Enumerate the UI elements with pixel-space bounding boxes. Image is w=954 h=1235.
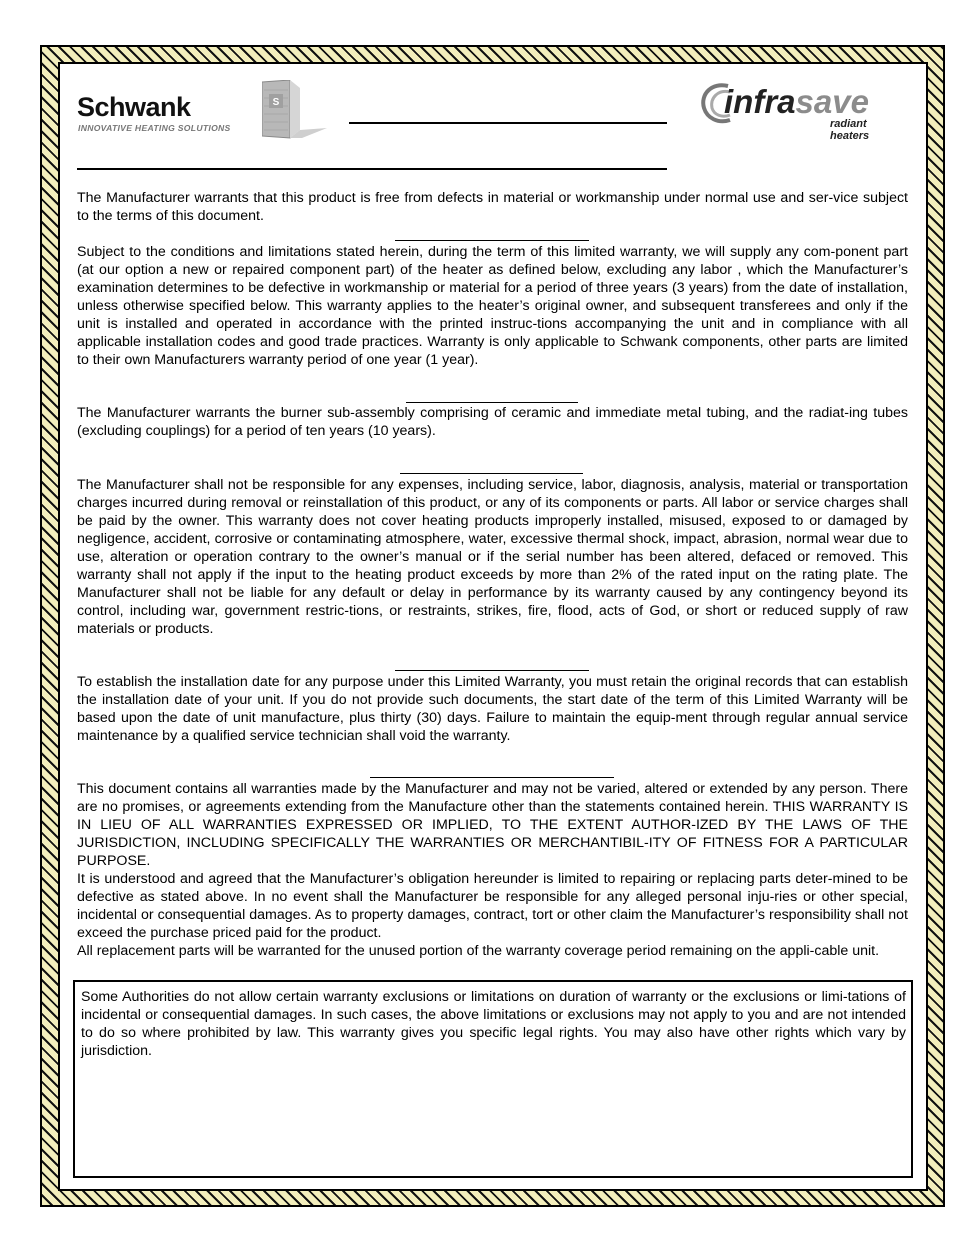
heading-line-entire	[370, 777, 614, 778]
schwank-wordmark: Schwank	[77, 92, 191, 122]
general-warranty-paragraph: Subject to the conditions and limitations stated herein, during the term of this limited warranty, we will supply any com-ponent part (at our option a new or repaired component part) of the heater as defined below, excluding any labor , which the Manufacturer’s examination determines to be defective in workmanship or material for a period of three years (3 years) from the date of installation, unless otherwise specified below. This warranty applies to the heater’s original owner, and subsequent transferees and only if the unit is installed and operated in accordance with the printed instruc-tions accompanying the unit and in compliance with all applicable installation codes and good trade practices. Warranty is only applicable to Schwank components, other parts are limited to their own Manufacturers warranty period of one year (1 year).	[77, 244, 908, 368]
infrasave-wordmark-part1: infra	[724, 83, 796, 120]
replacement-parts-paragraph: All replacement parts will be warranted for the unused portion of the warranty coverage period remaining on the appli-cable unit.	[77, 943, 880, 959]
schwank-logo	[77, 80, 337, 140]
burner-warranty-paragraph: The Manufacturer warrants the burner sub-assembly comprising of ceramic and immediate metal tubing, and the radiat-ing tubes (excluding couplings) for a period of ten years (10 years).	[77, 405, 908, 439]
infrasave-wordmark	[724, 83, 869, 121]
infrasave-wordmark-part2: save	[795, 83, 869, 120]
heading-line-burner	[406, 402, 578, 403]
entire-agreement-section	[77, 780, 908, 960]
subtitle-line	[77, 168, 667, 170]
heading-line-general	[395, 240, 589, 241]
exclusions-paragraph: The Manufacturer shall not be responsible for any expenses, including service, labor, diagnosis, analysis, material or transportation charges incurred during removal or reinstallation of this product, or any of its components or parts. All labor or service charges shall be paid by the owner. This warranty does not cover heating products improperly installed, misused, exposed to or damaged by negligence, accident, corrosive or contaminating atmosphere, water, excessive thermal shock, impact, abrasion, normal wear due to use, alteration or operation contrary to the owner’s manual or if the serial number has been altered, defaced or removed. This warranty shall not apply if the input to the heating product exceeds by more than 2% of the rated input on the rating plate. The Manufacturer shall not be liable for any default or delay in performance by its warranty caused by any contingency beyond its control, including war, government restric-tions, or restraints, strikes, fire, flood, acts of God, or short or reduced supply of raw materials or products.	[77, 477, 908, 637]
heading-line-installation	[395, 670, 589, 671]
schwank-tagline: INNOVATIVE HEATING SOLUTIONS	[78, 123, 231, 133]
infrasave-logo	[698, 78, 903, 142]
title-line	[349, 122, 667, 124]
installation-date-paragraph: To establish the installation date for any purpose under this Limited Warranty, you must retain the original records that can establish the installation date of your unit. If you do not provide such documents, the start date of the term of this Limited Warranty will be based upon the date of unit manufacture, plus thirty (30) days. Failure to maintain the equip-ment through regular annual service maintenance by a qualified service technician shall void the warranty.	[77, 674, 908, 744]
obligation-paragraph: It is understood and agreed that the Manufacturer’s obligation hereunder is limited to repairing or replacing parts deter-mined to be defective as stated above. In no event shall the Manufacturer be responsible for any alleged personal inju-ries or other special, incidental or consequential damages. As to property damages, contract, tort or other claim the Manufacturer’s responsibility shall not exceed the purchase priced paid for the product.	[77, 871, 908, 941]
warranty-intro-paragraph: The Manufacturer warrants that this product is free from defects in material or workmanship under normal use and ser-vice subject to the terms of this document.	[77, 190, 908, 224]
schwank-emblem-icon	[262, 80, 332, 140]
legal-notice-box	[73, 980, 913, 1178]
infrasave-tagline: radiant heaters	[830, 118, 870, 142]
schwank-emblem-letter: S	[272, 97, 280, 108]
entire-agreement-paragraph: This document contains all warranties made by the Manufacturer and may not be varied, altered or extended by any person. There are no promises, or agreements extending from the Manufacture other than the statements contained herein. THIS WARRANTY IS IN LIEU OF ALL WARRANTIES EXPRESSED OR IMPLIED, TO THE EXTENT AUTHOR-IZED BY THE LAWS OF THE JURISDICTION, INCLUDING SPECIFICALLY THE WARRANTIES OR MERCHANTIBIL-ITY OF FITNESS FOR A PARTICULAR PURPOSE.	[77, 781, 908, 869]
heading-line-exclusions	[400, 473, 583, 474]
legal-notice-text: Some Authorities do not allow certain warranty exclusions or limitations on duration of warranty or the exclusions or limi-tations of incidental or consequential damages. In such cases, the above limitations or exclusions may not apply to you and are not intended to do so where prohibited by law. This warranty gives you specific legal rights. You may also have other rights which vary by jurisdiction.	[81, 989, 906, 1059]
